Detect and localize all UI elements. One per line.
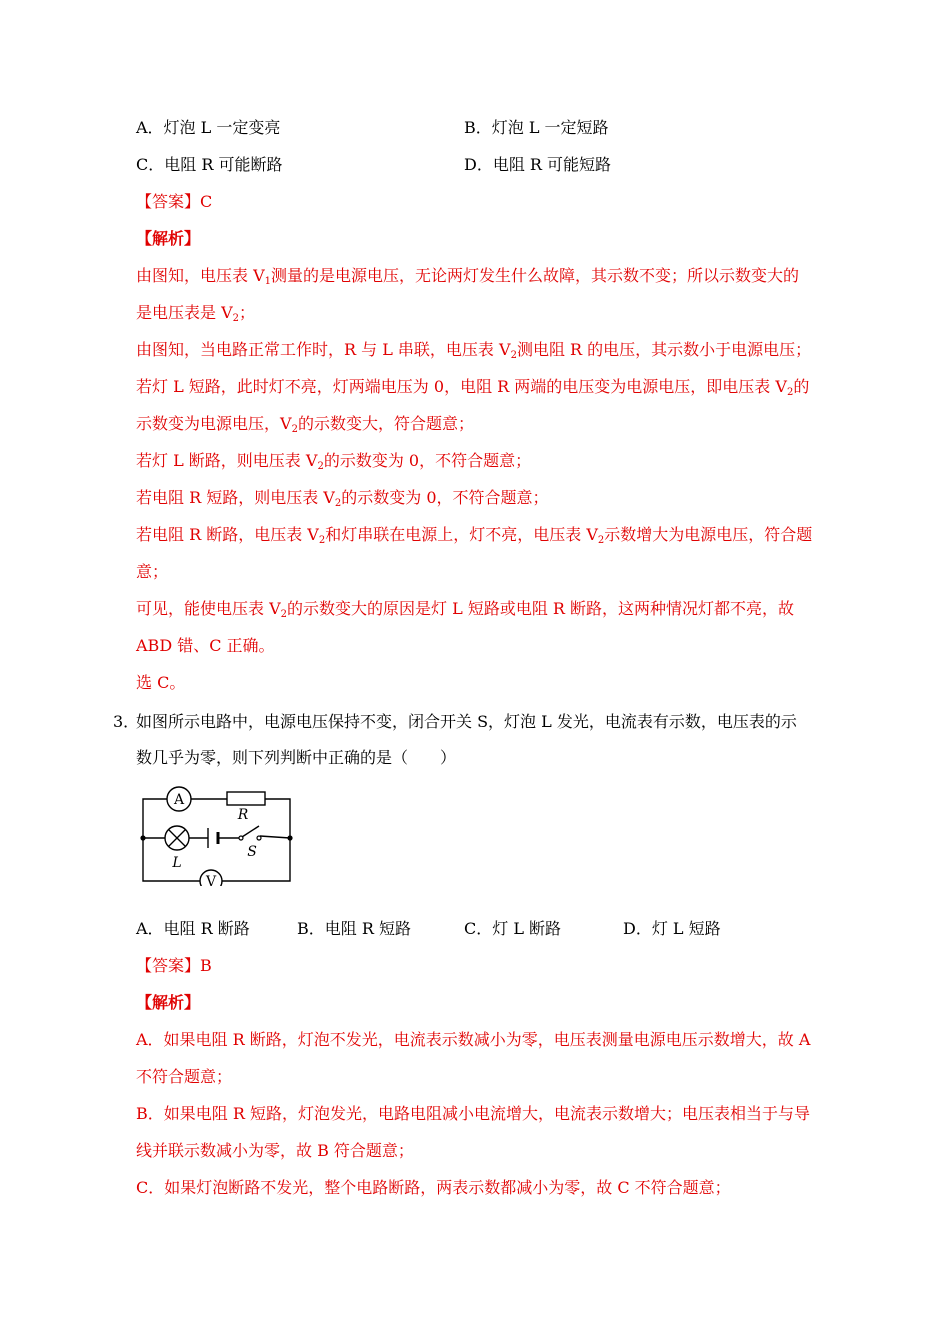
switch-symbol xyxy=(239,826,261,840)
q3-analysis-line: 线并联示数减小为零，故 B 符合题意； xyxy=(136,1141,414,1160)
q3-analysis-line: 不符合题意； xyxy=(136,1067,233,1086)
ammeter-symbol xyxy=(167,787,191,811)
ammeter-label: A xyxy=(173,792,185,808)
wire xyxy=(143,799,167,838)
q3-option-a: A．电阻 R 断路 xyxy=(136,919,250,938)
resistor-label: R xyxy=(237,807,249,823)
q2-analysis-line: 若电阻 R 断路，电压表 $V_2$和灯串联在电源上，灯不亮，电压表 $V_2$示数增大为电源电压，符合题 xyxy=(136,525,813,546)
q2-analysis-title: 【解析】 xyxy=(136,229,201,248)
q3-analysis-title: 【解析】 xyxy=(136,993,201,1012)
wire xyxy=(222,799,290,881)
q3-option-d: D．灯 L 短路 xyxy=(623,919,721,938)
q2-analysis-line: 可见，能使电压表 $V_2$的示数变大的原因是灯 L 短路或电阻 R 断路，这两种情况灯都不亮，故 xyxy=(136,599,795,620)
q2-option-d: D．电阻 R 可能短路 xyxy=(464,155,612,174)
battery-symbol xyxy=(208,828,218,848)
q2-analysis-line: 由图知，电压表 $V_1$测量的是电源电压，无论两灯发生什么故障，其示数不变；所以示数变大的 xyxy=(136,266,800,287)
q3-stem-line-2: 数几乎为零，则下列判断中正确的是（ ） xyxy=(136,748,457,767)
q3-answer: 【答案】B xyxy=(136,956,212,975)
q2-answer: 【答案】C xyxy=(136,192,213,211)
resistor-symbol xyxy=(227,792,265,805)
lamp-symbol xyxy=(165,826,189,850)
q3-analysis-line: C．如果灯泡断路不发光，整个电路断路，两表示数都减小为零，故 C 不符合题意； xyxy=(136,1178,731,1197)
voltmeter-label: V xyxy=(205,874,217,886)
q2-option-c: C．电阻 R 可能断路 xyxy=(136,155,283,174)
q3-circuit-diagram xyxy=(135,786,300,886)
q2-analysis-line: 意； xyxy=(136,562,169,581)
q3-number: 3． xyxy=(113,712,140,731)
q2-analysis-line: 若电阻 R 短路，则电压表 $V_2$的示数变为 0，不符合题意； xyxy=(136,488,549,509)
q3-analysis-line: A．如果电阻 R 断路，灯泡不发光，电流表示数减小为零，电压表测量电源电压示数增大，故 A xyxy=(136,1030,811,1049)
q2-analysis-line: 示数变为电源电压，$V_2$的示数变大，符合题意； xyxy=(136,414,474,435)
q2-option-a: A．灯泡 L 一定变亮 xyxy=(136,118,281,137)
q2-analysis-line: ABD 错、C 正确。 xyxy=(136,636,275,655)
q2-analysis-line: 选 C。 xyxy=(136,673,186,692)
q2-analysis-line: 若灯 L 短路，此时灯不亮，灯两端电压为 0，电阻 R 两端的电压变为电源电压，即电压表 $V_2$的 xyxy=(136,377,810,398)
wire xyxy=(260,836,290,838)
q2-analysis-line: 由图知，当电路正常工作时，R 与 L 串联，电压表 $V_2$测电阻 R 的电压，其示数小于电源电压； xyxy=(136,340,812,361)
switch-label: S xyxy=(247,844,257,860)
junction-dot xyxy=(140,835,145,840)
q3-option-b: B．电阻 R 短路 xyxy=(297,919,411,938)
q2-analysis-line: 是电压表是 $V_2$； xyxy=(136,303,256,324)
junction-dot xyxy=(287,835,292,840)
lamp-label: L xyxy=(172,855,182,871)
q3-option-c: C．灯 L 断路 xyxy=(464,919,562,938)
q2-option-b: B．灯泡 L 一定短路 xyxy=(464,118,609,137)
q2-analysis-line: 若灯 L 断路，则电压表 $V_2$的示数变为 0，不符合题意； xyxy=(136,451,532,472)
q3-stem-line-1: 如图所示电路中，电源电压保持不变，闭合开关 S，灯泡 L 发光，电流表有示数，电压表的示 xyxy=(136,712,797,731)
voltmeter-symbol xyxy=(200,870,222,886)
q3-analysis-line: B．如果电阻 R 短路，灯泡发光，电路电阻减小电流增大，电流表示数增大；电压表相当于与导 xyxy=(136,1104,810,1123)
